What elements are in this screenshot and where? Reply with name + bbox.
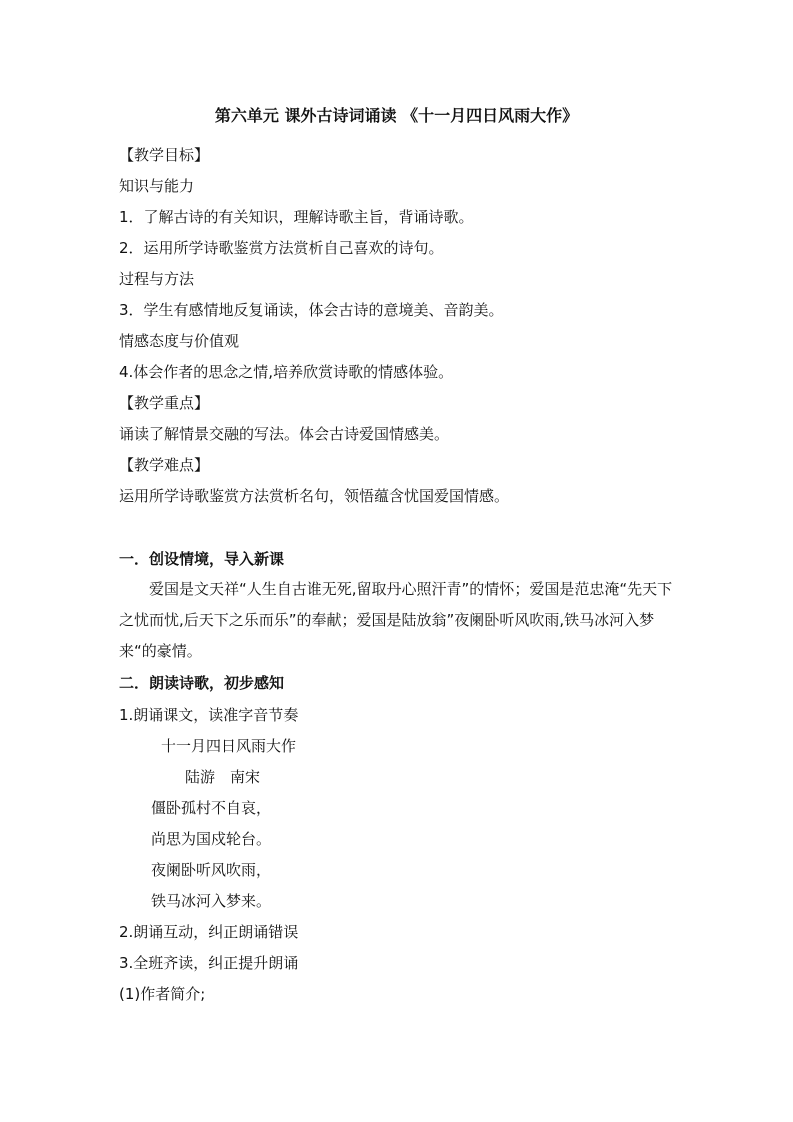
objective-3: 3．学生有感情地反复诵读，体会古诗的意境美、音韵美。	[119, 301, 504, 319]
part1-heading: 一．创设情境，导入新课	[119, 550, 285, 568]
difficulty-text: 运用所学诗歌鉴赏方法赏析名句，领悟蕴含忧国爱国情感。	[119, 487, 510, 505]
process-heading: 过程与方法	[119, 270, 195, 288]
difficulty-heading: 【教学难点】	[119, 456, 210, 474]
key-points-heading: 【教学重点】	[119, 394, 210, 412]
key-points-text: 诵读了解情景交融的写法。体会古诗爱国情感美。	[119, 425, 450, 443]
step-2: 2.朗诵互动，纠正朗诵错误	[119, 923, 299, 941]
poem-line: 铁马冰河入梦来。	[151, 892, 272, 910]
document-title: 第六单元 课外古诗词诵读 《十一月四日风雨大作》	[214, 106, 579, 125]
objectives-heading: 【教学目标】	[119, 146, 210, 164]
poem-line: 尚思为国戍轮台。	[151, 830, 272, 848]
step-3: 3.全班齐读，纠正提升朗诵	[119, 954, 299, 972]
poem-author: 陆游 南宋	[185, 768, 261, 786]
step-3-sub: (1)作者简介;	[119, 985, 206, 1003]
knowledge-heading: 知识与能力	[119, 177, 195, 195]
emotion-heading: 情感态度与价值观	[119, 332, 240, 350]
objective-4: 4.体会作者的思念之情,培养欣赏诗歌的情感体验。	[119, 363, 454, 381]
part2-heading: 二．朗读诗歌，初步感知	[119, 674, 285, 692]
part1-paragraph: 爱国是文天祥“人生自古谁无死,留取丹心照汗青”的情怀；爱国是范忠淹“先天下之忧而忧,后天下之乐而乐”的奉献；爱国是陆放翁”夜阑卧听风吹雨,铁马冰河入梦来“的豪情。	[119, 580, 673, 660]
poem-title: 十一月四日风雨大作	[161, 737, 297, 755]
poem-line: 僵卧孤村不自哀，	[151, 799, 272, 817]
objective-1: 1．了解古诗的有关知识，理解诗歌主旨，背诵诗歌。	[119, 208, 474, 226]
poem-line: 夜阑卧听风吹雨，	[151, 861, 272, 879]
objective-2: 2．运用所学诗歌鉴赏方法赏析自己喜欢的诗句。	[119, 239, 444, 257]
step-1: 1.朗诵课文，读准字音节奏	[119, 706, 299, 724]
